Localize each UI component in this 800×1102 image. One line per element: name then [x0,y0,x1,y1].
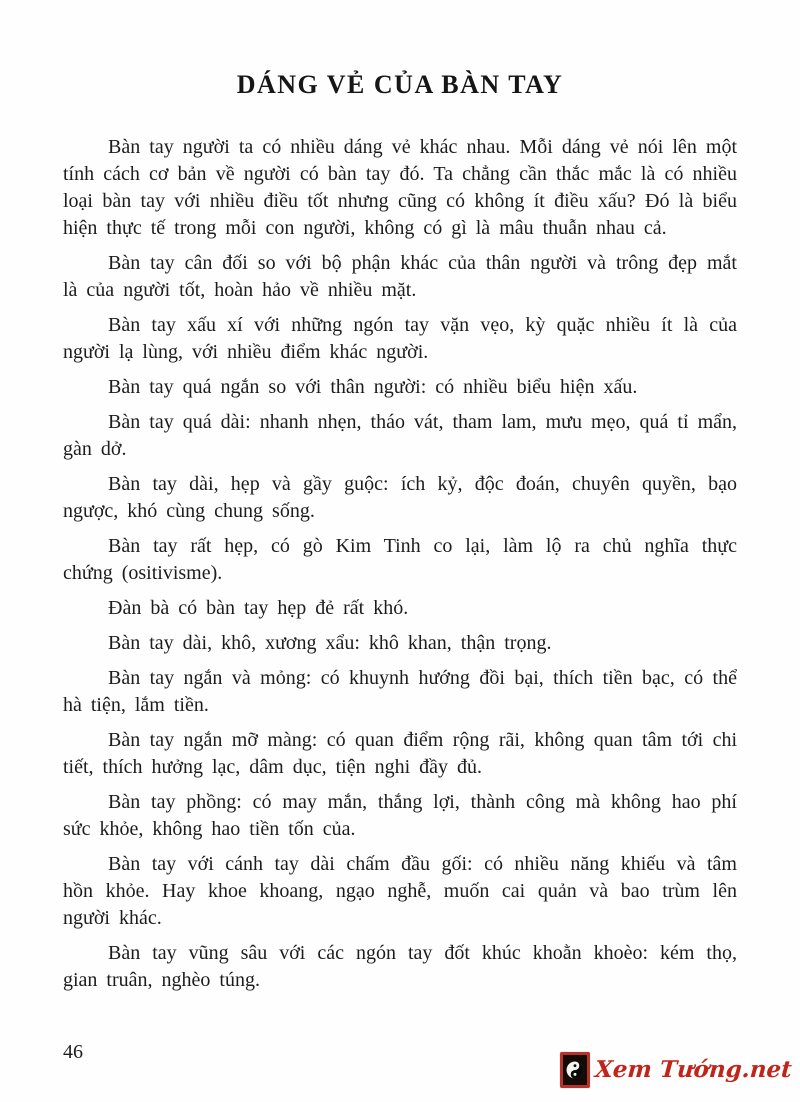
paragraph: Đàn bà có bàn tay hẹp đẻ rất khó. [108,597,409,619]
paragraph: Bàn tay ngắn mỡ màng: có quan điểm rộng rãi, không quan tâm tới chi tiết, thích hưởng lạc, dâm dục, tiện nghi đầy đủ. [63,729,737,778]
paragraph: Bàn tay phồng: có may mắn, thắng lợi, thành công mà không hao phí sức khỏe, không hao tiền tốn của. [63,791,737,840]
page-number: 46 [63,1041,83,1063]
paragraph: Bàn tay dài, khô, xương xẩu: khô khan, thận trọng. [108,632,552,654]
paragraph: Bàn tay cân đối so với bộ phận khác của thân người và trông đẹp mắt là của người tốt, hoàn hảo về nhiều mặt. [63,252,737,301]
paragraph: Bàn tay xấu xí với những ngón tay vặn vẹo, kỳ quặc nhiều ít là của người lạ lùng, với nhiều điểm khác người. [63,314,737,363]
paragraph: Bàn tay dài, hẹp và gầy guộc: ích kỷ, độc đoán, chuyên quyền, bạo ngược, khó cùng chung sống. [63,473,737,522]
paragraph: Bàn tay quá ngắn so với thân người: có nhiều biểu hiện xấu. [108,376,638,398]
watermark-text: Xem Tướng.net [594,1056,793,1083]
yin-yang-icon [560,1052,590,1088]
paragraph: Bàn tay vũng sâu với các ngón tay đốt khúc khoằn khoèo: kém thọ, gian truân, nghèo túng. [63,942,737,991]
body-text [63,134,737,994]
paragraph: Bàn tay ngắn và mỏng: có khuynh hướng đồi bại, thích tiền bạc, có thể hà tiện, lắm tiền. [63,667,737,716]
watermark-logo [560,1052,792,1088]
paragraph: Bàn tay người ta có nhiều dáng vẻ khác nhau. Mỗi dáng vẻ nói lên một tính cách cơ bản về người có bàn tay đó. Ta chẳng cần thắc mắc là có nhiều loại bàn tay với nhiều điều tốt nhưng cũng có không ít điều xấu? Đó là biểu hiện thực tế trong mỗi con người, không có gì là mâu thuẫn nhau cả. [63,136,737,239]
paragraph: Bàn tay với cánh tay dài chấm đầu gối: có nhiều năng khiếu và tâm hồn khỏe. Hay khoe khoang, ngạo nghễ, muốn cai quản và bao trùm lên người khác. [63,853,737,929]
paragraph: Bàn tay rất hẹp, có gò Kim Tinh co lại, làm lộ ra chủ nghĩa thực chứng (ositivisme). [63,535,737,584]
paragraph: Bàn tay quá dài: nhanh nhẹn, tháo vát, tham lam, mưu mẹo, quá tỉ mẩn, gàn dở. [63,411,737,460]
page-title: DÁNG VẺ CỦA BÀN TAY [236,70,564,99]
